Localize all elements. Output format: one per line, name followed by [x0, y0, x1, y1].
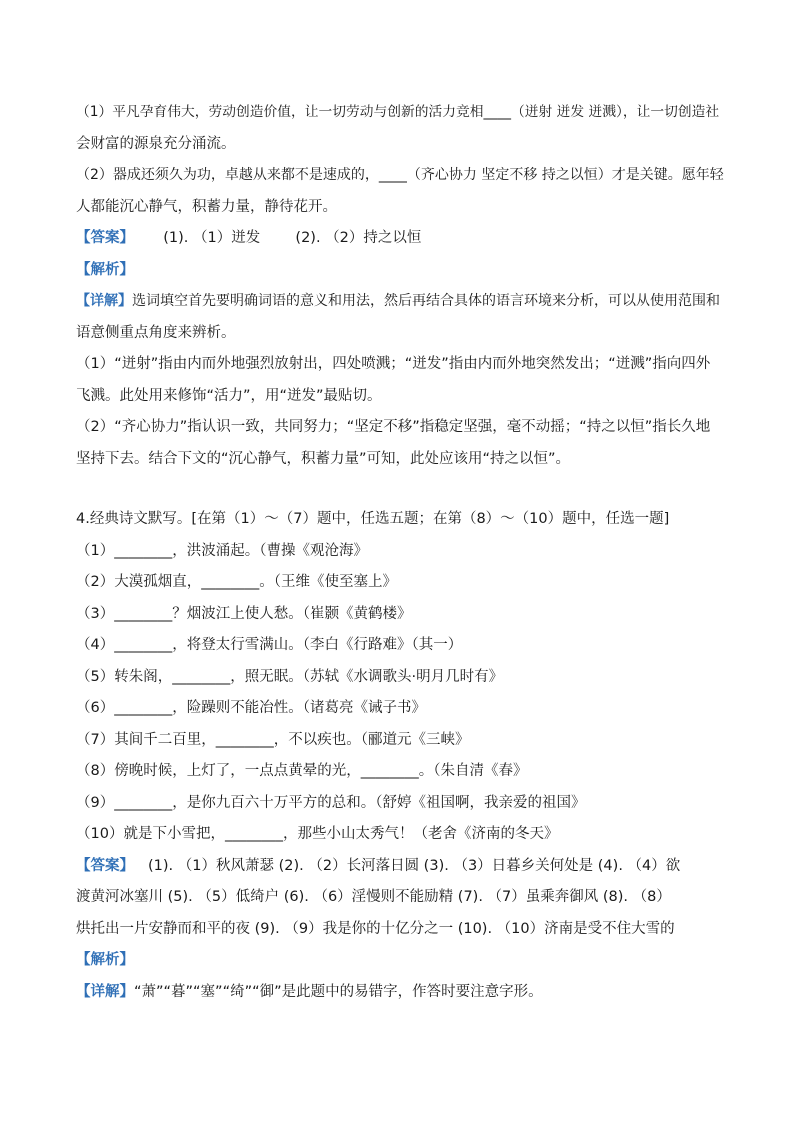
- q3-item-1: [76, 97, 726, 160]
- q3-analysis: [76, 255, 726, 287]
- q4-item: （7）其间千二百里，________，不以疾也。（郦道元《三峡》: [76, 731, 470, 748]
- q3-detail-line-3: （1）“迸射”指由内而外地强烈放射出，四处喷溅；“迸发”指由内而外地突然发出；“迸溅”指向四外: [76, 356, 711, 372]
- q4-item: （9）________，是你九百六十万平方的总和。（舒婷《祖国啊，我亲爱的祖国》: [76, 794, 586, 811]
- q4-item: （8）傍晚时候，上灯了，一点点黄晕的光，________。（朱自清《春》: [76, 763, 528, 779]
- q4-answer-line-2: 渡黄河冰塞川 (5). （5）低绮户 (6). （6）淫慢则不能励精 (7). （7）虽乘奔御风 (8). （8）: [76, 889, 671, 905]
- analysis-tag: 【解析】: [76, 261, 134, 278]
- q3-detail-line-4: 飞溅。此处用来修饰“活力”，用“迸发”最贴切。: [76, 387, 382, 404]
- q3-item-1-line-1: （1）平凡孕育伟大，劳动创造价值，让一切劳动与创新的活力竞相____（迸射 迸发 迸溅），让一切创造社: [76, 104, 720, 120]
- q4-item: （10）就是下小雪把，________，那些小山太秀气！（老舍《济南的冬天》: [76, 826, 559, 842]
- q4-answer-line-3: 烘托出一片安静而和平的夜 (9). （9）我是你的十亿分之一 (10). （10）济南是受不住大雪的: [76, 920, 675, 937]
- q3-detail-line-6: 坚持下去。结合下文的“沉心静气，积蓄力量”可知，此处应该用“持之以恒”。: [76, 450, 571, 467]
- spacer: [76, 475, 726, 504]
- q3-detail-line-5: （2）“齐心协力”指认识一致，共同努力；“坚定不移”指稳定坚强，毫不动摇；“持之以恒”指长久地: [76, 419, 711, 435]
- q3-item-2-line-1: （2）器成还须久为功，卓越从来都不是速成的，____（齐心协力 坚定不移 持之以恒）才是关键。愿年轻: [76, 167, 724, 183]
- analysis-tag: 【解析】: [76, 952, 134, 968]
- q3-detail-line-1: 【详解】选词填空首先要明确词语的意义和用法，然后再结合具体的语言环境来分析，可以从使用范围和: [76, 293, 720, 309]
- q3-item-2-line-2: 人都能沉心静气，积蓄力量，静待花开。: [76, 198, 337, 215]
- q4-answer: [76, 851, 726, 946]
- q3-item-1-line-2: 会财富的源泉充分涌流。: [76, 135, 236, 152]
- q3-answer-1: (1). （1）迸发: [163, 230, 261, 246]
- q4-answer-line-1: 【答案】 (1). （1）秋风萧瑟 (2). （2）长河落日圆 (3). （3）日暮乡关何处是 (4). （4）欲: [76, 857, 681, 874]
- q3-detail: [76, 286, 726, 475]
- q4-item: （4）________，将登太行雪满山。（李白《行路难》（其一）: [76, 637, 463, 653]
- answer-tag: 【答案】: [76, 230, 134, 246]
- q4-item: （2）大漠孤烟直，________。（王维《使至塞上》: [76, 574, 397, 590]
- q4-stem: 4.经典诗文默写。[在第（1）～（7）题中，任选五题；在第（8）～（10）题中，任选一题]: [76, 511, 670, 527]
- q4-item: （3）________？烟波江上使人愁。（崔颢《黄鹤楼》: [76, 605, 412, 622]
- detail-tag: 【详解】: [76, 293, 132, 309]
- q3-detail-line-2: 语意侧重点角度来辨析。: [76, 324, 236, 341]
- detail-tag: 【详解】: [76, 983, 134, 1000]
- answer-tag: 【答案】: [76, 857, 134, 874]
- document-page: [76, 97, 726, 1008]
- q3-answer: [76, 223, 726, 255]
- q4-items: [76, 536, 726, 851]
- q4-detail: 【详解】“萧”“暮”“塞”“绮”“御”是此题中的易错字，作答时要注意字形。: [76, 983, 543, 1000]
- q4-item: （1）________，洪波涌起。（曹操《观沧海》: [76, 542, 368, 559]
- q4-analysis: [76, 945, 726, 977]
- q3-item-2: [76, 160, 726, 223]
- q4-item: （5）转朱阁，________，照无眠。（苏轼《水调歌头·明月几时有》: [76, 668, 504, 685]
- q4-item: （6）________，险躁则不能冶性。（诸葛亮《诫子书》: [76, 700, 426, 716]
- q3-answer-2: (2). （2）持之以恒: [295, 230, 422, 246]
